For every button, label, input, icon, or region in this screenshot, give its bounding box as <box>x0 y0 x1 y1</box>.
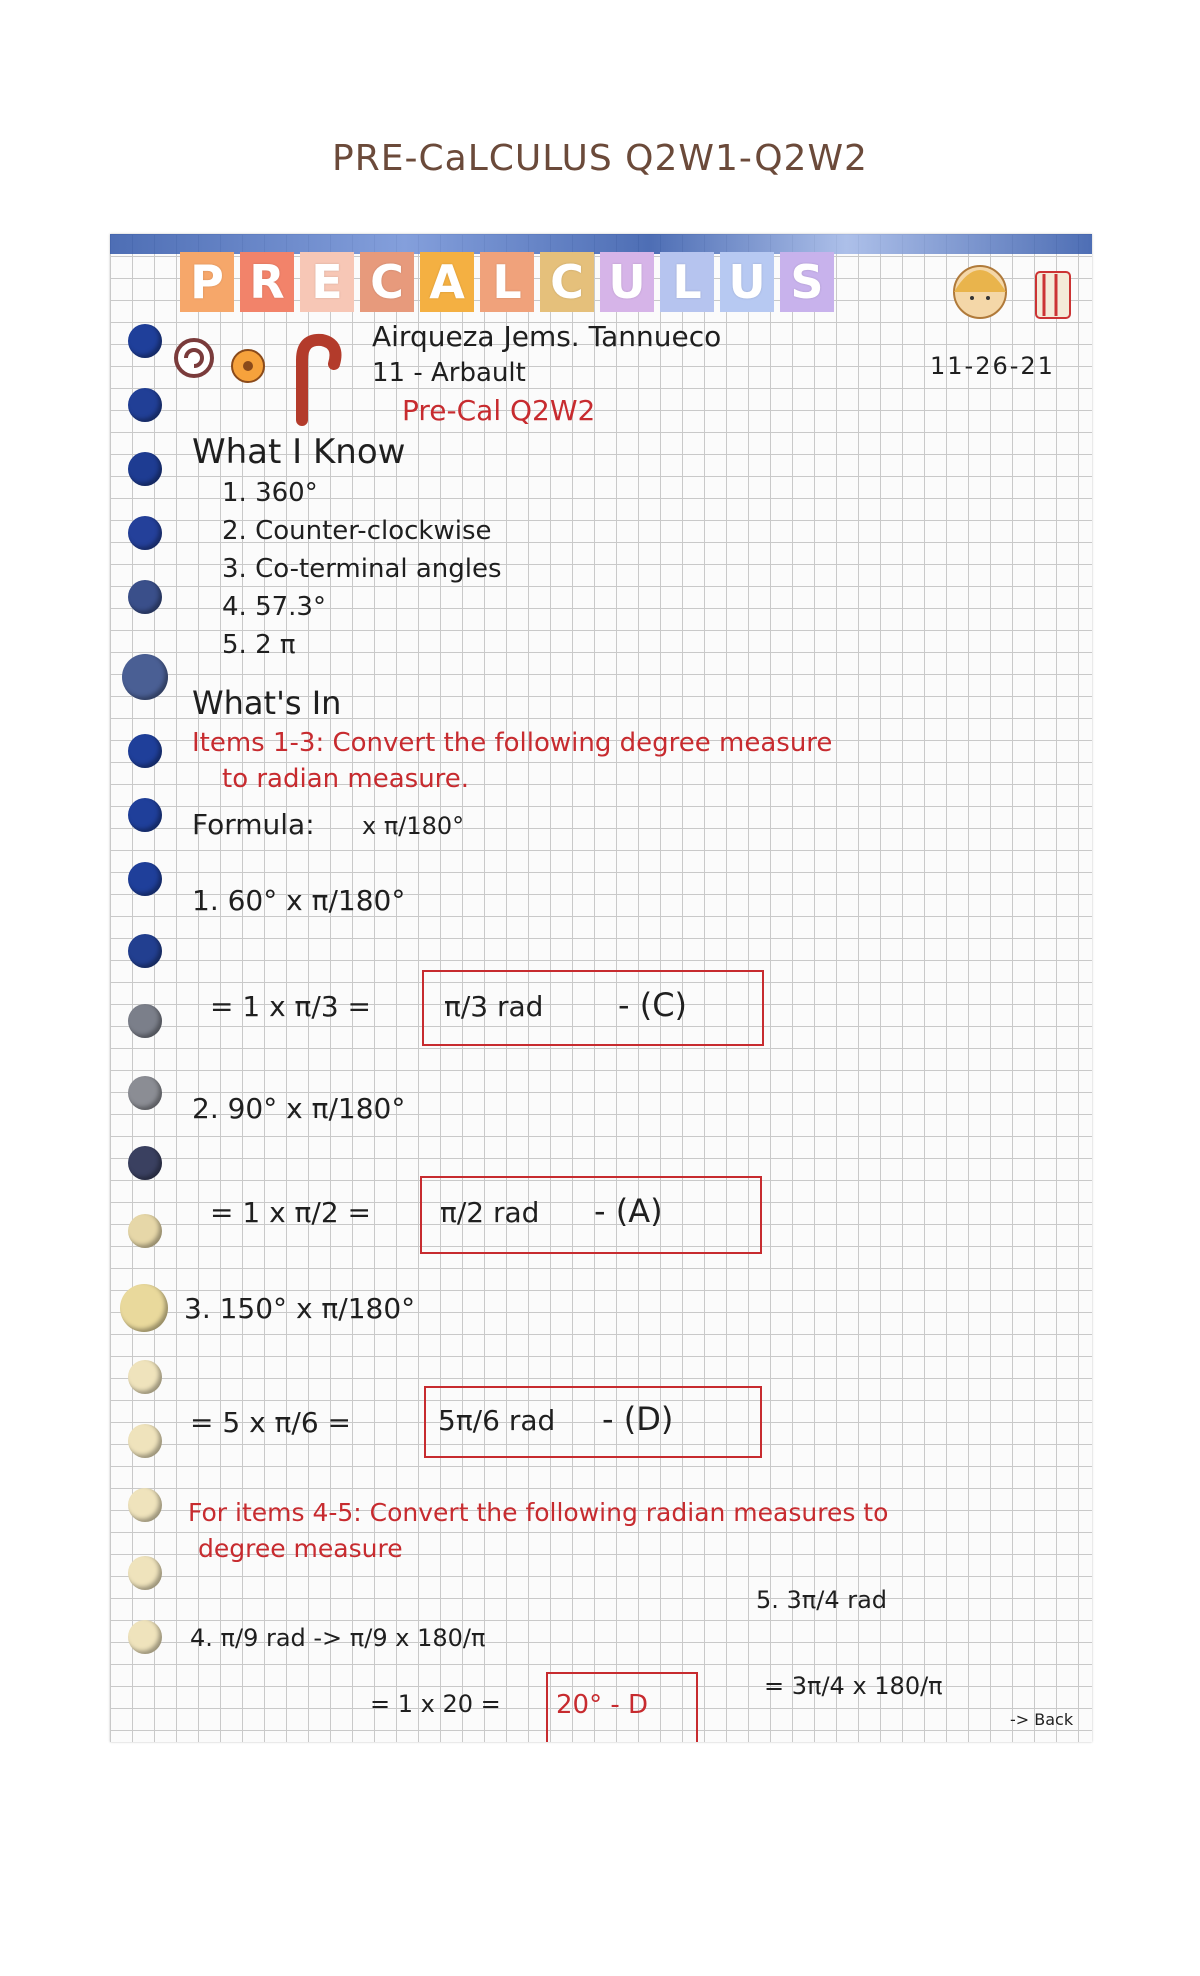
cookie-stickers-icon <box>172 330 342 426</box>
whats-in-instruction-cont: to radian measure. <box>222 764 470 794</box>
binder-ring <box>128 1076 162 1110</box>
problem-3-setup: 3. 150° x π/180° <box>184 1292 416 1325</box>
problem-2-letter: - (A) <box>594 1192 663 1230</box>
part-two-instruction: For items 4-5: Convert the following radian measures to <box>188 1498 889 1527</box>
problem-3-result: = 5 x π/6 = <box>190 1406 352 1439</box>
binder-ring <box>128 1360 162 1394</box>
binder-ring <box>122 654 168 700</box>
banner-letter: S <box>780 252 834 312</box>
binder-ring <box>128 1488 162 1522</box>
problem-3-letter: - (D) <box>602 1400 674 1438</box>
binder-ring <box>128 1146 162 1180</box>
problem-1-result: = 1 x π/3 = <box>210 990 372 1023</box>
binder-ring <box>128 452 162 486</box>
binder-ring <box>128 1620 162 1654</box>
item-5-work: = 3π/4 x 180/π <box>764 1672 943 1700</box>
banner-letter: A <box>420 252 474 312</box>
binder-ring <box>128 1004 162 1038</box>
binder-ring <box>128 934 162 968</box>
banner-letter: C <box>360 252 414 312</box>
binder-ring <box>128 1424 162 1458</box>
back-note: -> Back <box>1010 1710 1074 1729</box>
binder-ring <box>128 798 162 832</box>
problem-2-answer: π/2 rad <box>440 1196 540 1229</box>
binder-ring <box>128 1214 162 1248</box>
know-item: 2. Counter-clockwise <box>222 516 492 546</box>
problem-2-result: = 1 x π/2 = <box>210 1196 372 1229</box>
binder-ring <box>128 324 162 358</box>
binder-ring <box>128 388 162 422</box>
problem-1-answer: π/3 rad <box>444 990 544 1023</box>
whats-in-heading: What's In <box>192 684 342 722</box>
binder-ring <box>128 516 162 550</box>
binder-ring <box>128 734 162 768</box>
subject-label: Pre-Cal Q2W2 <box>402 394 596 427</box>
item-5-setup: 5. 3π/4 rad <box>756 1586 888 1614</box>
what-i-know-heading: What I Know <box>192 432 406 472</box>
item-4-result: = 1 x 20 = <box>370 1690 501 1718</box>
banner-letter: U <box>720 252 774 312</box>
document-title: PRE-CaLCULUS Q2W1-Q2W2 <box>332 138 868 179</box>
precalculus-banner <box>180 252 834 312</box>
binder-ring <box>128 1556 162 1590</box>
student-section: 11 - Arbault <box>372 358 526 388</box>
student-name: Airqueza Jems. Tannueco <box>372 320 722 353</box>
banner-letter: P <box>180 252 234 312</box>
know-item: 4. 57.3° <box>222 592 326 622</box>
know-item: 3. Co-terminal angles <box>222 554 502 584</box>
date: 11-26-21 <box>930 352 1055 380</box>
problem-2-setup: 2. 90° x π/180° <box>192 1092 406 1125</box>
formula-label: Formula: <box>192 808 315 841</box>
banner-letter: R <box>240 252 294 312</box>
notebook-page-photo <box>110 234 1092 1742</box>
binder-ring <box>120 1284 168 1332</box>
item-4-setup: 4. π/9 rad -> π/9 x 180/π <box>190 1624 486 1652</box>
banner-letter: C <box>540 252 594 312</box>
banner-letter: L <box>480 252 534 312</box>
problem-3-answer: 5π/6 rad <box>438 1404 556 1437</box>
know-item: 5. 2 π <box>222 630 296 660</box>
whats-in-instruction: Items 1-3: Convert the following degree measure <box>192 728 833 758</box>
binder-ring <box>128 862 162 896</box>
know-item: 1. 360° <box>222 478 318 508</box>
problem-1-setup: 1. 60° x π/180° <box>192 884 406 917</box>
item-4-answer: 20° - D <box>556 1690 649 1720</box>
girl-sticker-icon <box>940 248 1080 328</box>
banner-letter: U <box>600 252 654 312</box>
problem-1-letter: - (C) <box>618 986 688 1024</box>
part-two-instruction-cont: degree measure <box>198 1534 403 1563</box>
formula-expression: x π/180° <box>362 812 465 840</box>
banner-letter: L <box>660 252 714 312</box>
binder-ring <box>128 580 162 614</box>
banner-letter: E <box>300 252 354 312</box>
